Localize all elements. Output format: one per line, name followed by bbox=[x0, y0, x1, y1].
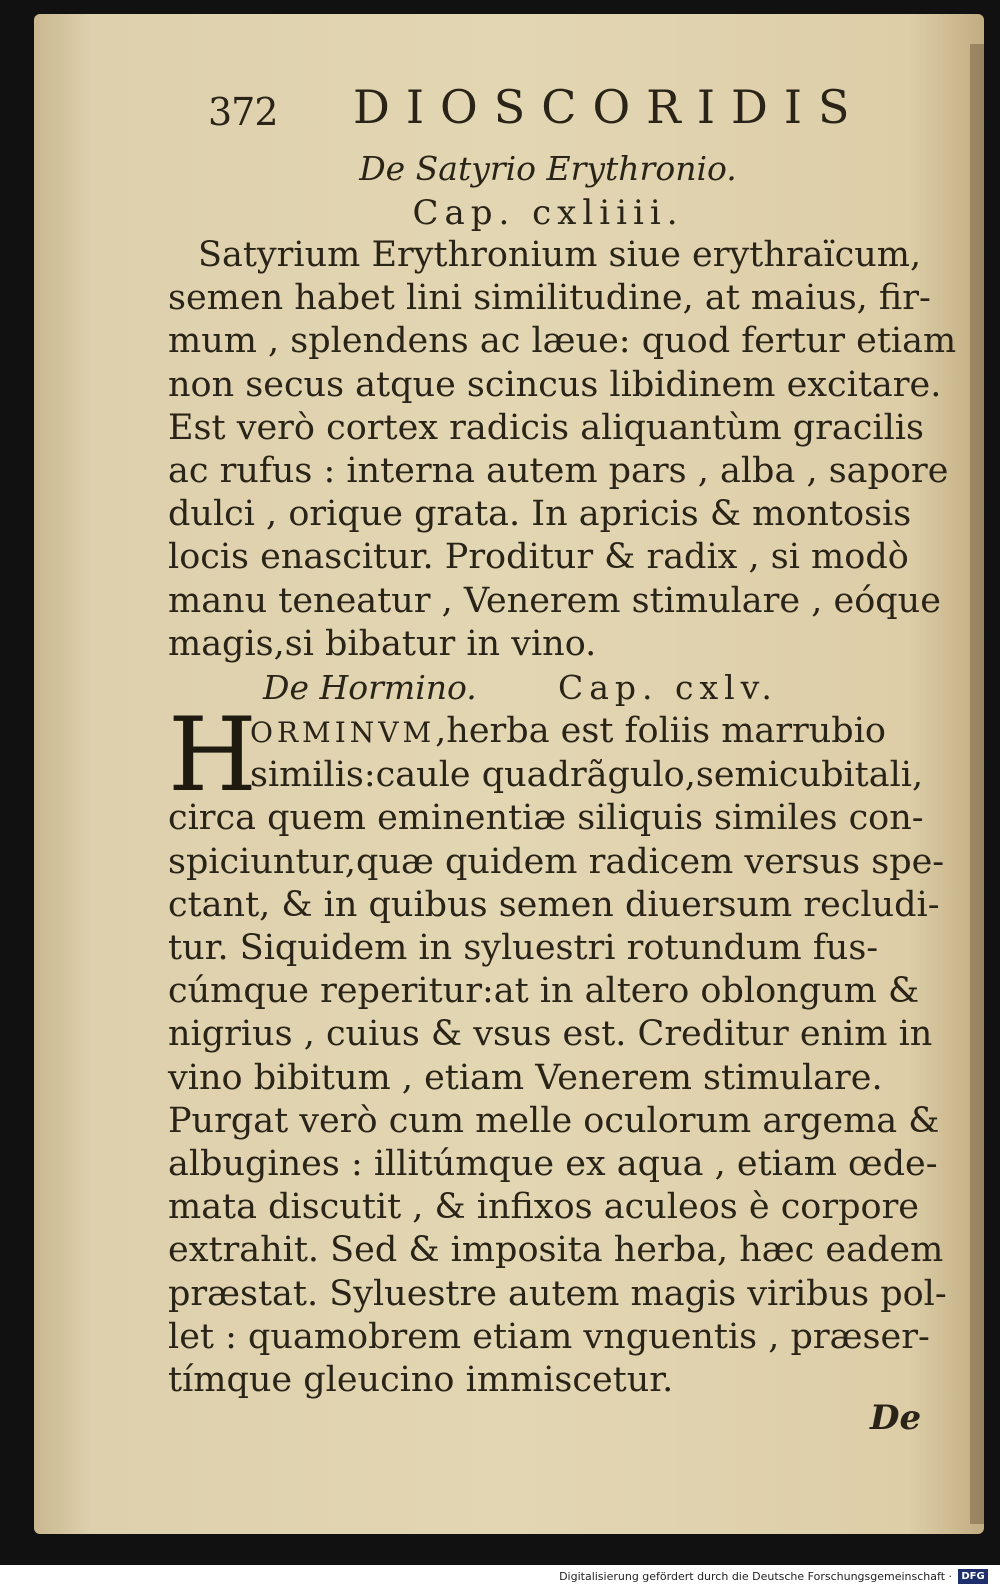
page-edge-shadow bbox=[970, 44, 984, 1524]
text-line: spiciuntur,quæ quidem radicem versus spe- bbox=[168, 841, 945, 882]
text-line: semen habet lini similitudine, at maius, fir- bbox=[168, 278, 931, 319]
chapter-title: De Satyrio Erythronio. bbox=[359, 149, 737, 188]
paragraph-horminum bbox=[168, 696, 947, 1402]
text-line: ctant, & in quibus semen diuersum recludi- bbox=[168, 884, 940, 925]
chapter-number: Cap. cxlv. bbox=[558, 668, 778, 708]
text-line: dulci , orique grata. In apricis & montosis bbox=[168, 494, 912, 535]
text-line bbox=[168, 710, 928, 754]
running-title: DIOSCORIDIS bbox=[353, 80, 866, 134]
text-line: ac rufus : interna autem pars , alba , sapore bbox=[168, 451, 949, 492]
text-line: tímque gleucino immiscetur. bbox=[168, 1360, 674, 1401]
paragraph-satyrium bbox=[168, 234, 957, 666]
text-line: mum , splendens ac læue: quod fertur etiam bbox=[168, 321, 957, 362]
text-line: manu teneatur , Venerem stimulare , eóque bbox=[168, 580, 941, 621]
text-line: mata discutit , & infixos aculeos è corpore bbox=[168, 1187, 920, 1228]
page-number: 372 bbox=[208, 90, 278, 134]
text-line: præstat. Syluestre autem magis viribus pol- bbox=[168, 1273, 947, 1314]
drop-cap: H bbox=[168, 696, 257, 816]
chapter-number: Cap. cxliiii. bbox=[412, 193, 684, 233]
text-fragment: ,herba est foliis marrubio bbox=[435, 711, 886, 752]
text-line: similis:caule quadrãgulo,semicubitali, bbox=[250, 755, 924, 796]
text-line: Satyrium Erythronium siue erythraïcum, bbox=[198, 235, 922, 275]
text-line: extrahit. Sed & imposita herba, hæc eadem bbox=[168, 1230, 944, 1271]
digitization-credit: Digitalisierung gefördert durch die Deutsche Forschungsgemeinschaft · bbox=[559, 1570, 952, 1583]
text-block bbox=[168, 80, 957, 1402]
chapter-title: De Hormino. bbox=[263, 668, 477, 708]
catchword: De bbox=[870, 1398, 922, 1438]
small-caps-word: ORMINVM bbox=[250, 716, 436, 750]
text-line: albugines : illitúmque ex aqua , etiam œde- bbox=[168, 1144, 938, 1185]
text-line: tur. Siquidem in syluestri rotundum fus- bbox=[168, 928, 879, 969]
text-line: circa quem eminentiæ siliquis similes con- bbox=[168, 798, 924, 839]
text-line: Est verò cortex radicis aliquantùm gracilis bbox=[168, 407, 924, 448]
text-line: Purgat verò cum melle oculorum argema & bbox=[168, 1100, 940, 1141]
text-line: let : quamobrem etiam vnguentis , præser- bbox=[168, 1316, 930, 1357]
text-line: magis,si bibatur in vino. bbox=[168, 623, 597, 664]
text-line: non secus atque scincus libidinem excitare. bbox=[168, 364, 942, 405]
page-header bbox=[168, 80, 928, 146]
dfg-logo[interactable]: DFG bbox=[958, 1569, 988, 1584]
text-line: nigrius , cuius & vsus est. Creditur enim in bbox=[168, 1014, 933, 1055]
text-line: vino bibitum , etiam Venerem stimulare. bbox=[168, 1057, 883, 1098]
chapter-heading-hormino bbox=[168, 666, 928, 710]
text-line: cúmque reperitur:at in altero oblongum & bbox=[168, 971, 920, 1012]
footer-bar bbox=[0, 1565, 1000, 1587]
text-line: locis enascitur. Proditur & radix , si modò bbox=[168, 537, 909, 578]
